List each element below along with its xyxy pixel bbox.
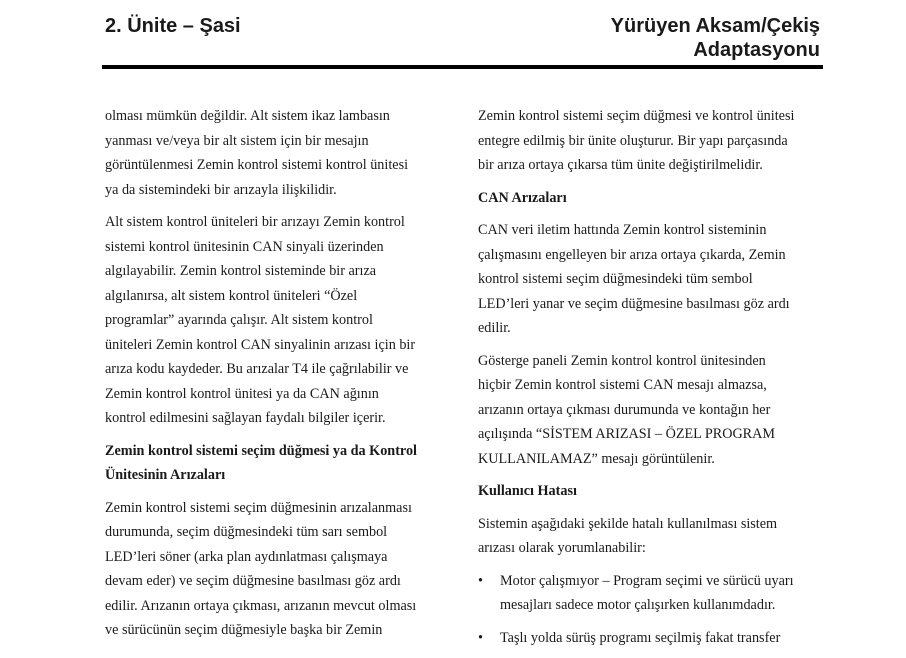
text-line: Sistemin aşağıdaki şekilde hatalı kullanılması sistem: [478, 515, 778, 532]
text-line: sistemi kontrol ünitesinin CAN sinyali üzerinden: [105, 238, 384, 255]
text-line: Gösterge paneli Zemin kontrol kontrol ünitesinden: [478, 352, 766, 369]
text-line: kontrol edilmesini sağlayan faydalı bilgiler içerir.: [105, 410, 386, 426]
paragraph: [478, 512, 823, 561]
left-column: [105, 104, 450, 651]
text-line: entegre edilmiş bir ünite oluşturur. Bir yapı parçasında: [478, 132, 788, 149]
text-line: Alt sistem kontrol üniteleri bir arızayı Zemin kontrol: [105, 214, 405, 230]
text-line: yanması ve/veya bir alt sistem için bir mesajın: [105, 132, 369, 149]
text-line: açılışında “SİSTEM ARIZASI – ÖZEL PROGRAM: [478, 426, 776, 442]
text-line: algılayabilir. Zemin kontrol sisteminde bir arıza: [105, 263, 377, 279]
bullet-icon: •: [478, 629, 483, 646]
section-heading-user-error: Kullanıcı Hatası: [478, 483, 577, 499]
paragraph: [105, 496, 450, 643]
text-line: LED’leri söner (arka plan aydınlatması çalışmaya: [105, 548, 388, 565]
text-line: kontrol sistemi seçim düğmesindeki tüm sembol: [478, 271, 753, 287]
text-line: mesajları sadece motor çalışırken kullanımdadır.: [500, 597, 776, 613]
section-title-line: Yürüyen Aksam/Çekiş: [610, 15, 820, 37]
text-line: arızanın ortaya çıkması durumunda ve kontağın her: [478, 401, 771, 418]
text-line: ve sürücünün seçim düğmesiyle başka bir Zemin: [105, 622, 383, 638]
list-item: [478, 569, 823, 618]
heading-line: Zemin kontrol sistemi seçim düğmesi ya da Kontrol: [105, 442, 417, 459]
paragraph: [478, 104, 823, 178]
text-line: hiçbir Zemin kontrol sistemi CAN mesajı almazsa,: [478, 377, 767, 393]
heading-line: Ünitesinin Arızaları: [105, 467, 226, 483]
bullet-icon: •: [478, 572, 483, 589]
paragraph: [105, 210, 450, 431]
text-line: Taşlı yolda sürüş programı seçilmiş fakat transfer: [500, 629, 781, 646]
text-line: arıza kodu kaydeder. Bu arızalar T4 ile çağrılabilir ve: [105, 361, 409, 377]
list-item: [478, 626, 823, 651]
page-header-section: [611, 14, 820, 62]
text-line: arızası olarak yorumlanabilir:: [478, 540, 646, 556]
text-line: olması mümkün değildir. Alt sistem ikaz lambasın: [105, 108, 390, 124]
text-line: edilir. Arızanın ortaya çıkması, arızanın mevcut olması: [105, 597, 417, 614]
text-line: çalışmasını engelleyen bir arıza ortaya çıkarda, Zemin: [478, 246, 786, 263]
text-line: bir arıza ortaya çıkarsa tüm ünite değiştirilmelidir.: [478, 157, 763, 173]
text-line: ya da sistemindeki bir arızayla ilişkilidir.: [105, 181, 337, 198]
text-line: devam eder) ve seçim düğmesine basılması göz ardı: [105, 573, 401, 589]
text-line: edilir.: [478, 320, 511, 336]
text-line: üniteleri Zemin kontrol CAN sinyalinin arızası için bir: [105, 336, 416, 353]
text-line: Motor çalışmıyor – Program seçimi ve sürücü uyarı: [500, 572, 794, 589]
right-column: [478, 104, 823, 658]
text-line: Zemin kontrol kontrol ünitesi ya da CAN ağının: [105, 385, 379, 402]
text-line: görüntülenmesi Zemin kontrol sistemi kontrol ünitesi: [105, 157, 409, 173]
text-line: programlar” ayarında çalışır. Alt sistem kontrol: [105, 312, 373, 328]
paragraph: [478, 218, 823, 341]
page-header-chapter: 2. Ünite – Şasi: [105, 15, 241, 37]
text-line: CAN veri iletim hattında Zemin kontrol sisteminin: [478, 222, 767, 238]
text-line: LED’leri yanar ve seçim düğmesine basılması göz ardı: [478, 295, 790, 312]
text-line: durumunda, seçim düğmesindeki tüm sarı sembol: [105, 524, 388, 540]
section-heading-can: CAN Arızaları: [478, 189, 567, 206]
bullet-list: [478, 569, 823, 651]
section-title-line: Adaptasyonu: [693, 39, 820, 61]
text-line: algılanırsa, alt sistem kontrol üniteleri “Özel: [105, 287, 358, 304]
paragraph: [105, 104, 450, 202]
paragraph: [478, 349, 823, 472]
header-divider: [102, 65, 823, 69]
text-line: KULLANILAMAZ” mesajı görüntülenir.: [478, 450, 715, 467]
text-line: Zemin kontrol sistemi seçim düğmesinin arızalanması: [105, 499, 412, 516]
text-line: Zemin kontrol sistemi seçim düğmesi ve kontrol ünitesi: [478, 108, 795, 124]
section-heading: [105, 439, 450, 488]
